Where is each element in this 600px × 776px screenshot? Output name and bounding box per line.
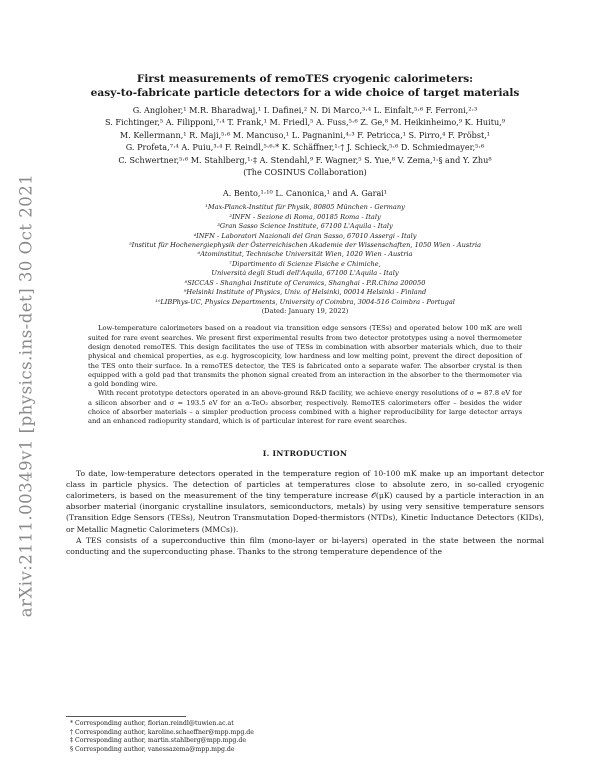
arxiv-side-stamp bbox=[12, 173, 40, 617]
abstract-paragraph: Low-temperature calorimeters based on a readout via transition edge sensors (TESs) and operated below 100 mK are well suited for rare event searches. We present first experimental results from two detector prototypes using a novel thermometer design denoted remoTES. This design facilitates the use of TESs in combination with absorber materials which, due to their physical and chemical properties, as e.g. hygroscopicity, low hardness and low melting point, prevent the direct deposition of the TES onto their surface. In a remoTES detector, the TES is fabricated onto a separate wafer. The absorber crystal is then equipped with a gold pad that transmits the phonon signal created from an interaction in the absorber to the thermometer via a gold bonding wire. bbox=[88, 324, 522, 389]
affiliation: ⁵Institut für Hochenergiephysik der Österreichischen Akademie der Wissenschaften, 1050 Wien - Austria bbox=[128, 241, 482, 250]
affiliation: Università degli Studi dell'Aquila, 67100 L'Aquila - Italy bbox=[211, 269, 399, 278]
title-line-1: First measurements of remoTES cryogenic calorimeters: bbox=[136, 73, 474, 85]
footnote-rule bbox=[66, 716, 186, 717]
body-paragraph: A TES consists of a superconductive thin film (mono-layer or bi-layers) operated in the state between the normal conducting and the superconducting phase. Thanks to the strong temperature dependence of the bbox=[66, 535, 544, 556]
arxiv-id: arXiv:2111.00349v1 [physics.ins-det] 30 Oct 2021 bbox=[16, 173, 36, 617]
section-heading: I. INTRODUCTION bbox=[262, 448, 348, 458]
footnote: § Corresponding author, vanessazema@mpp.mpg.de bbox=[70, 745, 235, 753]
affiliation: ⁹Helsinki Institute of Physics, Univ. of Helsinki, 00014 Helsinki - Finland bbox=[183, 288, 427, 297]
collaboration-name: (The COSINUS Collaboration) bbox=[243, 167, 367, 178]
body-paragraph: To date, low-temperature detectors operated in the temperature region of 10-100 mK make up an important detector class in particle physics. The detection of particles at temperatures close to absolute zero, in so-called cryogenic calorimeters, is based on the measurement of the tiny temperature increase 𝒪(μK) caused by a particle interaction in an absorber material (inorganic crystalline insulators, semiconductors, metals) by using very sensitive temperature sensors (Transition Edge Sensors (TESs), Neutron Transmutation Doped-thermistors (NTDs), Kinetic Inductance Detectors (KIDs), or Metallic Magnetic Calorimeters (MMCs)). bbox=[66, 468, 544, 534]
affiliation: ¹Max-Planck-Institut für Physik, 80805 München - Germany bbox=[205, 203, 405, 212]
footnote: ‡ Corresponding author, martin.stahlberg@mpp.mpg.de bbox=[70, 737, 246, 745]
abstract bbox=[88, 324, 522, 426]
paper-title bbox=[66, 72, 544, 100]
author-line: G. Angloher,¹ M.R. Bharadwaj,¹ I. Dafinei,² N. Di Marco,³·⁴ L. Einfalt,⁵·⁶ F. Ferroni,²·³ bbox=[132, 105, 478, 115]
footnotes bbox=[66, 716, 544, 754]
paper-page bbox=[66, 72, 544, 557]
title-line-2: easy-to-fabricate particle detectors for a wide choice of target materials bbox=[90, 87, 520, 99]
author-line: S. Fichtinger,⁵ A. Filipponi,⁷·⁴ T. Frank,¹ M. Friedl,⁵ A. Fuss,⁵·⁶ Z. Ge,⁸ M. Heikinheimo,⁹ K. Huitu,⁹ bbox=[104, 117, 506, 128]
affiliation: ⁴INFN - Laboratori Nazionali del Gran Sasso, 67010 Assergi - Italy bbox=[193, 231, 417, 240]
affiliation-list bbox=[66, 203, 544, 306]
author-list bbox=[66, 104, 544, 166]
author-line: C. Schwertner,⁵·⁶ M. Stahlberg,¹·‡ A. Stendahl,⁹ F. Wagner,⁵ S. Yue,⁸ V. Zema,¹·§ and Y. Zhu⁸ bbox=[118, 154, 492, 165]
footnote: † Corresponding author, karoline.schaeffner@mpp.mpg.de bbox=[70, 728, 254, 736]
author-line: M. Kellermann,¹ R. Maji,⁵·⁶ M. Mancuso,¹ L. Pagnanini,⁴·³ F. Petricca,¹ S. Pirro,⁴ F. Pröbst,¹ bbox=[119, 129, 491, 140]
affiliation: ¹⁰LIBPhys-UC, Physics Departments, University of Coimbra, 3004-516 Coimbra - Portugal bbox=[155, 297, 455, 306]
affiliation: ⁶Atominstitut, Technische Universität Wien, 1020 Wien - Austria bbox=[197, 250, 413, 259]
abstract-paragraph: With recent prototype detectors operated in an above-ground R&D facility, we achieve energy resolutions of σ = 87.8 eV for a silicon absorber and σ = 193.5 eV for an α-TeO₂ absorber, respectively. RemoTES calorimeters offer – besides the wider choice of absorber materials – a simpler production process combined with a higher reproducibility for large detector arrays and an enhanced radiopurity standard, which is of particular interest for rare event searches. bbox=[88, 389, 522, 426]
dated-line: (Dated: January 19, 2022) bbox=[261, 306, 349, 315]
author-line: G. Profeta,⁷·⁴ A. Puiu,³·⁴ F. Reindl,⁵·⁶·* K. Schäffner,¹·† J. Schieck,⁵·⁶ D. Schmiedmayer,⁵·⁶ bbox=[125, 142, 485, 153]
affiliation: ³Gran Sasso Science Institute, 67100 L'Aquila - Italy bbox=[217, 222, 393, 231]
intro-body bbox=[66, 468, 544, 558]
additional-authors: A. Bento,¹·¹⁰ L. Canonica,¹ and A. Garai¹ bbox=[222, 188, 388, 199]
affiliation: ⁷Dipartimento di Scienze Fisiche e Chimiche, bbox=[229, 259, 381, 268]
affiliation: ²INFN - Sezione di Roma, 00185 Roma - Italy bbox=[229, 212, 381, 221]
affiliation: ⁸SICCAS - Shanghai Institute of Ceramics, Shanghai - P.R.China 200050 bbox=[184, 278, 426, 287]
footnote: * Corresponding author, florian.reindl@tuwien.ac.at bbox=[70, 720, 234, 727]
